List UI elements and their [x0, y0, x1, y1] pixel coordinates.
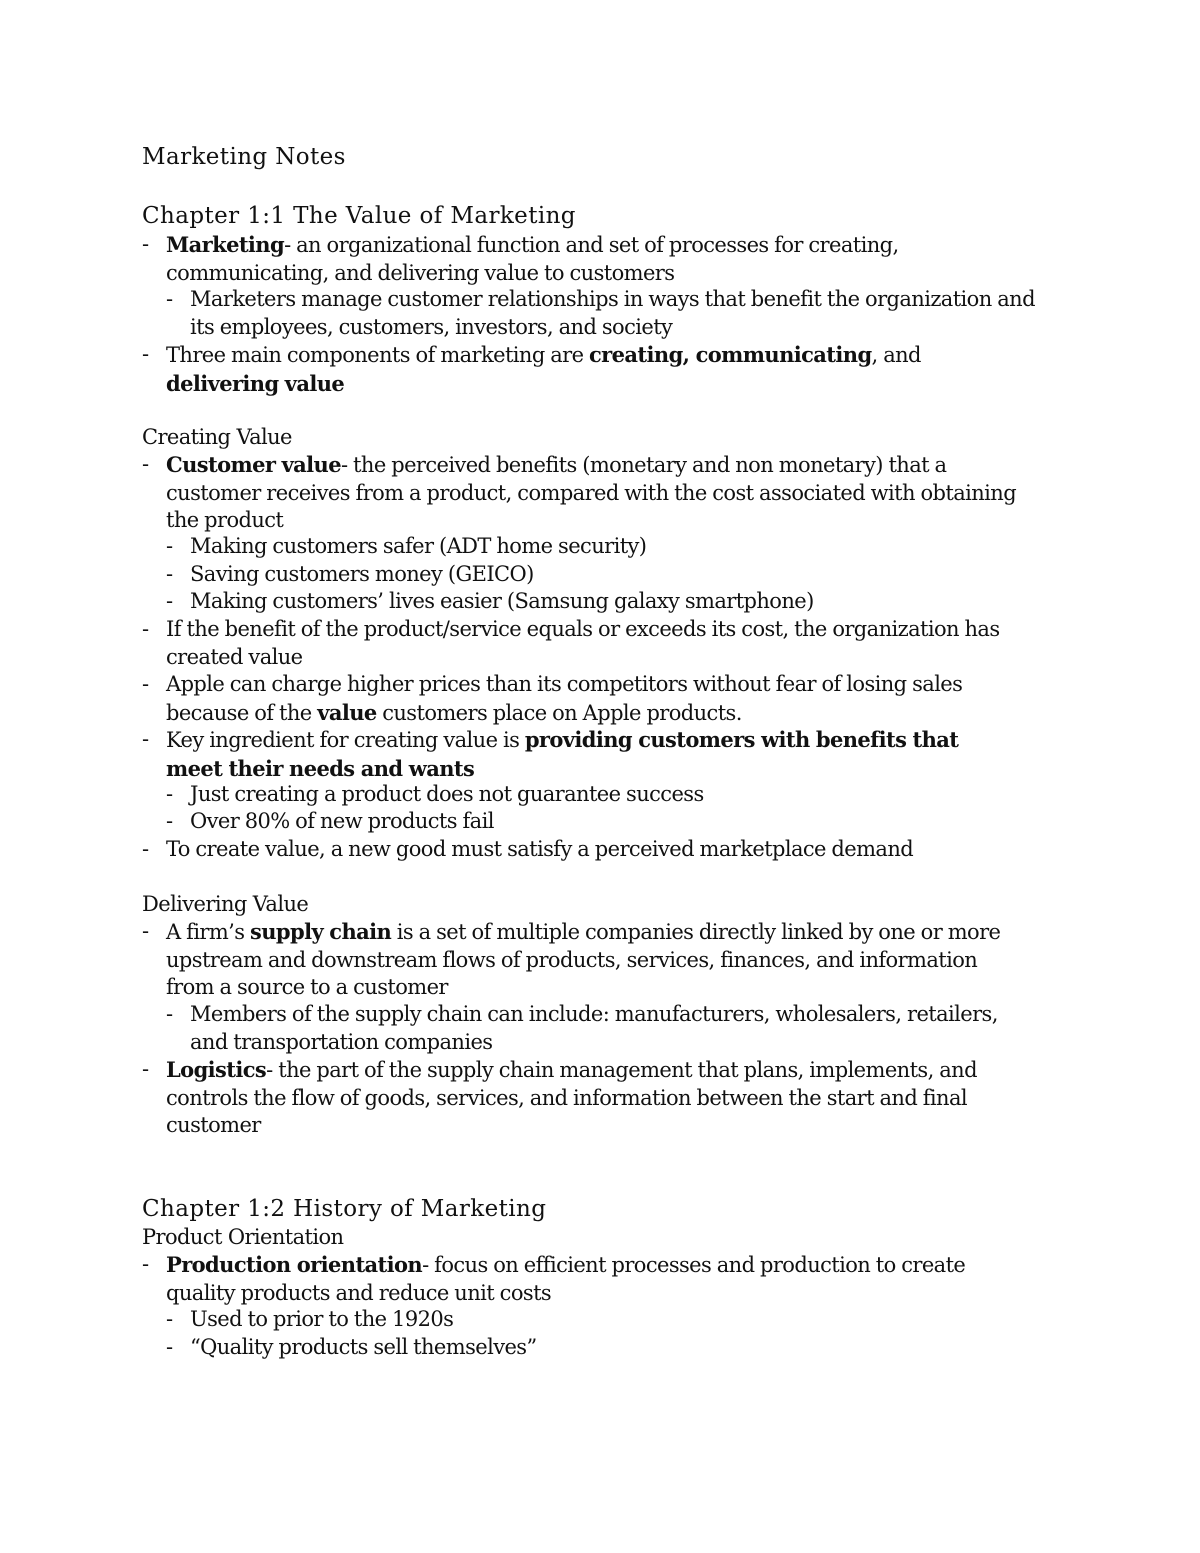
term: Customer value [166, 452, 341, 477]
list-item [142, 1251, 965, 1307]
bullet-dash: - [166, 287, 173, 311]
bold-text: creating, communicating [589, 342, 872, 367]
list-item [142, 616, 1000, 671]
item-text: Making customers safer (ADT home security) [190, 534, 647, 558]
list-item [142, 341, 921, 398]
item-text: Making customers’ lives easier (Samsung galaxy smartphone) [190, 589, 814, 613]
bullet-dash: - [166, 562, 173, 586]
item-text: Used to prior to the 1920s [190, 1307, 454, 1331]
item-text: because of the [166, 700, 318, 725]
item-text: Three main components of marketing are [166, 343, 589, 367]
list-item [142, 231, 899, 287]
item-text: Key ingredient for creating value is [166, 728, 525, 752]
item-text: “Quality products sell themselves” [190, 1335, 537, 1359]
list-item [142, 836, 913, 864]
definition-text: customer receives from a product, compared with the cost associated with obtaining [166, 480, 1017, 505]
item-text: Marketers manage customer relationships in ways that benefit the organization and [190, 287, 1035, 311]
list-item [142, 1056, 977, 1140]
list-item [166, 808, 494, 836]
term: Logistics [166, 1057, 267, 1082]
item-text: Over 80% of new products fail [190, 809, 494, 833]
item-text: To create value, a new good must satisfy a perceived marketplace demand [166, 837, 914, 861]
list-item [142, 726, 958, 783]
item-text: its employees, customers, investors, and society [190, 314, 673, 339]
bullet-dash: - [142, 1252, 149, 1276]
section-heading: Creating Value [142, 425, 292, 449]
bold-text: value [317, 699, 377, 725]
bullet-dash: - [142, 727, 149, 751]
bullet-dash: - [142, 1057, 149, 1081]
definition-text: controls the flow of goods, services, and information between the start and final [166, 1085, 967, 1110]
list-item [142, 451, 1016, 535]
definition-text: - an organizational function and set of processes for creating, [284, 233, 899, 257]
bullet-dash: - [166, 809, 173, 833]
definition-text: customer [166, 1113, 261, 1137]
item-text: A firm’s [166, 920, 251, 944]
bullet-dash: - [142, 672, 149, 696]
item-text: Just creating a product does not guarantee success [190, 782, 704, 806]
definition-text: - the perceived benefits (monetary and non monetary) that a [340, 453, 947, 477]
item-text: Members of the supply chain can include: manufacturers, wholesalers, retailers, [190, 1002, 998, 1026]
list-item [166, 533, 646, 561]
item-text: and transportation companies [190, 1029, 493, 1054]
bullet-dash: - [142, 232, 149, 256]
chapter-heading: Chapter 1:1 The Value of Marketing [142, 203, 576, 229]
bullet-dash: - [166, 589, 173, 613]
bullet-dash: - [166, 782, 173, 806]
bullet-dash: - [142, 452, 149, 476]
definition-text: communicating, and delivering value to customers [166, 260, 675, 285]
item-text: is a set of multiple companies directly linked by one or more [391, 920, 1001, 944]
definition-text: quality products and reduce unit costs [166, 1280, 552, 1305]
item-text: Apple can charge higher prices than its competitors without fear of losing sales [166, 672, 963, 696]
item-text: created value [166, 644, 303, 669]
bullet-dash: - [142, 342, 149, 366]
list-item [166, 1334, 537, 1362]
list-item [166, 588, 814, 616]
bullet-dash: - [166, 534, 173, 558]
list-item [166, 781, 704, 809]
bold-text: providing customers with benefits that [524, 727, 959, 752]
list-item [166, 286, 1035, 341]
definition-text: - the part of the supply chain management that plans, implements, and [266, 1058, 977, 1082]
bullet-dash: - [166, 1002, 173, 1026]
section-heading: Product Orientation [142, 1225, 344, 1249]
bullet-dash: - [142, 837, 149, 861]
chapter-heading: Chapter 1:2 History of Marketing [142, 1196, 547, 1222]
item-text: , and [871, 343, 921, 367]
item-text: Saving customers money (GEICO) [190, 562, 534, 586]
list-item [142, 918, 1000, 1002]
bold-text: delivering value [166, 370, 345, 396]
bullet-dash: - [166, 1335, 173, 1359]
bullet-dash: - [142, 617, 149, 641]
list-item [142, 671, 962, 727]
document-title: Marketing Notes [142, 144, 346, 170]
item-text: If the benefit of the product/service equals or exceeds its cost, the organization has [166, 617, 1000, 641]
item-text: upstream and downstream flows of products, services, finances, and information [166, 947, 978, 972]
term: Marketing [166, 232, 285, 257]
bullet-dash: - [166, 1307, 173, 1331]
bold-text: meet their needs and wants [166, 755, 475, 781]
term: Production orientation [166, 1252, 423, 1277]
section-heading: Delivering Value [142, 892, 309, 916]
definition-text: - focus on efficient processes and production to create [422, 1253, 966, 1277]
item-text: from a source to a customer [166, 975, 448, 999]
list-item [166, 1306, 453, 1334]
item-text: customers place on Apple products. [376, 700, 742, 725]
bullet-dash: - [142, 919, 149, 943]
bold-text: supply chain [250, 919, 392, 944]
list-item [166, 1001, 998, 1056]
definition-text: the product [166, 508, 284, 532]
list-item [166, 561, 534, 589]
